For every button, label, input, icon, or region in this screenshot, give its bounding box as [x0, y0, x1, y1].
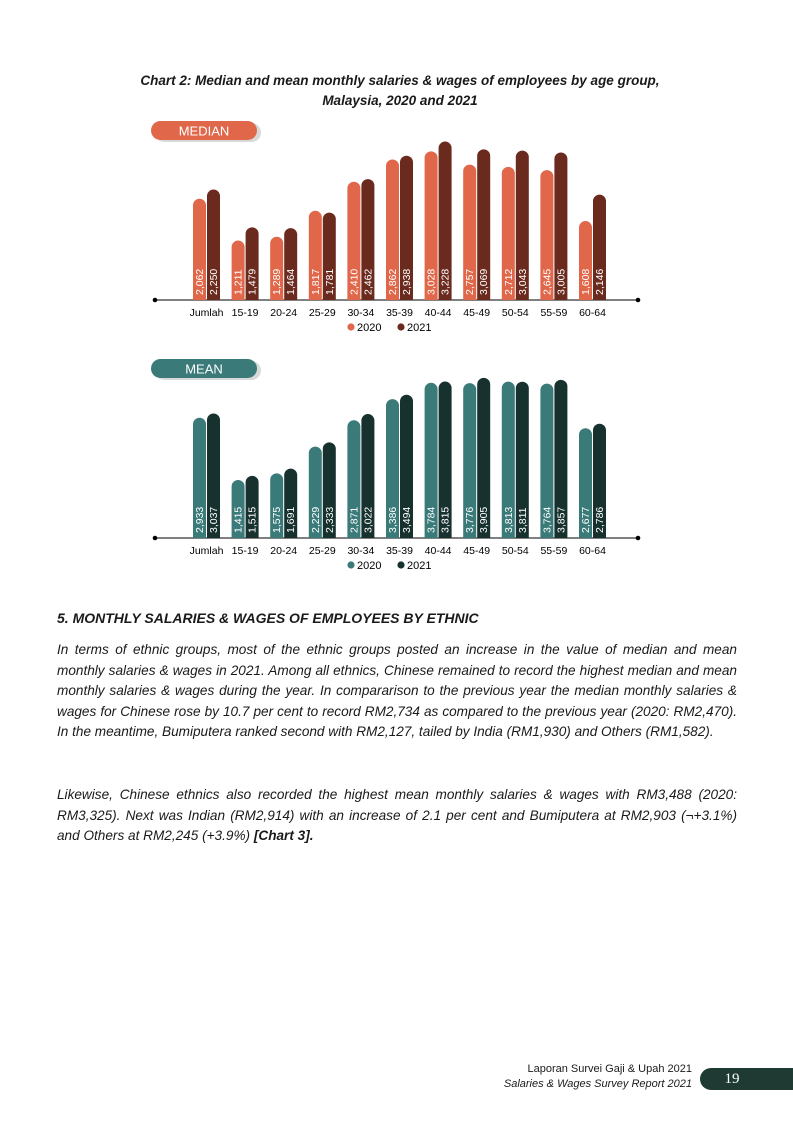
category-label-35-39: 35-39	[386, 545, 413, 557]
value-label-60-64-2021: 2,146	[594, 268, 606, 295]
category-label-50-54: 50-54	[501, 545, 529, 557]
legend-label-2021: 2021	[407, 560, 432, 572]
value-label-15-19-2021: 1,479	[246, 268, 259, 295]
value-label-20-24-2020: 1,575	[271, 506, 284, 533]
median-chart	[0, 120, 793, 345]
value-label-20-24-2021: 1,691	[285, 506, 298, 533]
chart-title-line1: Chart 2: Median and mean monthly salaries & wages of employees by age group,	[140, 73, 660, 88]
category-label-25-29: 25-29	[308, 307, 336, 319]
value-label-15-19-2021: 1,515	[246, 506, 259, 533]
value-label-25-29-2020: 2,229	[309, 506, 322, 533]
value-label-15-19-2020: 1,415	[232, 506, 245, 533]
chart-3-reference: [Chart 3].	[253, 828, 314, 844]
value-label-20-24-2020: 1,289	[271, 268, 284, 295]
value-label-45-49-2021: 3,069	[478, 268, 491, 295]
value-label-60-64-2021: 2,786	[594, 506, 606, 533]
category-label-60-64: 60-64	[579, 545, 606, 557]
value-label-35-39-2021: 3,494	[401, 506, 413, 533]
category-label-15-19: 15-19	[231, 307, 259, 319]
value-label-55-59-2020: 3,764	[541, 506, 554, 533]
chart-label: MEDIAN	[178, 123, 230, 139]
legend-label-2021: 2021	[407, 322, 432, 334]
value-label-35-39-2020: 3,386	[387, 506, 399, 533]
legend-label-2020: 2020	[357, 322, 382, 334]
category-label-35-39: 35-39	[386, 307, 413, 319]
value-label-60-64-2020: 1,608	[580, 268, 592, 295]
value-label-Jumlah-2020: 2,062	[194, 268, 206, 295]
value-label-55-59-2021: 3,857	[555, 506, 568, 533]
legend-marker-2020	[347, 323, 354, 330]
value-label-55-59-2020: 2,645	[541, 268, 554, 295]
chart-title	[100, 71, 700, 111]
legend-label-2020: 2020	[357, 560, 382, 572]
value-label-45-49-2021: 3,905	[478, 506, 491, 533]
category-label-20-24: 20-24	[270, 307, 298, 319]
footer-title-english: Salaries & Wages Survey Report 2021	[503, 1078, 692, 1090]
value-label-45-49-2020: 3,776	[464, 506, 477, 533]
value-label-50-54-2020: 3,813	[502, 506, 515, 533]
value-label-50-54-2020: 2,712	[502, 268, 515, 295]
value-label-35-39-2020: 2,862	[387, 268, 399, 295]
legend-marker-2021	[397, 323, 404, 330]
legend-marker-2021	[397, 561, 404, 568]
footer-title-malay: Laporan Survei Gaji & Upah 2021	[527, 1063, 692, 1075]
value-label-20-24-2021: 1,464	[285, 268, 298, 295]
value-label-40-44-2020: 3,784	[425, 506, 438, 533]
value-label-Jumlah-2020: 2,933	[194, 506, 206, 533]
category-label-50-54: 50-54	[501, 307, 529, 319]
value-label-40-44-2021: 3,815	[439, 506, 452, 533]
value-label-50-54-2021: 3,811	[516, 507, 529, 533]
category-label-40-44: 40-44	[424, 545, 452, 557]
value-label-25-29-2021: 1,781	[323, 268, 336, 295]
paragraph-2	[57, 785, 737, 847]
value-label-45-49-2020: 2,757	[464, 268, 477, 295]
paragraph-1: In terms of ethnic groups, most of the ethnic groups posted an increase in the value of median and mean monthly salaries & wages in 2021. Among all ethnics, Chinese remained to record the highest median and mean monthly salaries & wages during the year. In compararison to the previous year the median monthly salaries & wages for Chinese rose by 10.7 per cent to record RM2,734 as compared to the previous year (2020: RM2,470). In the meantime, Bumiputera ranked second with RM2,127, tailed by India (RM1,930) and Others (RM1,582).	[57, 642, 737, 740]
category-label-15-19: 15-19	[231, 545, 259, 557]
value-label-30-34-2021: 2,462	[362, 268, 375, 295]
value-label-15-19-2020: 1,211	[232, 269, 245, 295]
value-label-Jumlah-2021: 2,250	[208, 268, 220, 295]
value-label-30-34-2020: 2,410	[348, 268, 361, 295]
value-label-60-64-2020: 2,677	[580, 506, 592, 533]
category-label-Jumlah: Jumlah	[189, 307, 224, 319]
value-label-Jumlah-2021: 3,037	[208, 506, 220, 533]
value-label-55-59-2021: 3,005	[555, 268, 568, 295]
value-label-25-29-2021: 2,333	[323, 506, 336, 533]
axis-end-dot-left	[153, 536, 158, 541]
category-label-25-29: 25-29	[308, 545, 336, 557]
axis-end-dot-right	[636, 298, 641, 303]
category-label-30-34: 30-34	[347, 307, 375, 319]
chart-label: MEAN	[185, 361, 223, 377]
category-label-45-49: 45-49	[463, 545, 491, 557]
value-label-35-39-2021: 2,938	[401, 268, 413, 295]
page-number: 19	[724, 1071, 740, 1087]
category-label-55-59: 55-59	[540, 545, 568, 557]
value-label-30-34-2021: 3,022	[362, 506, 375, 533]
legend-marker-2020	[347, 561, 354, 568]
chart-title-line2: Malaysia, 2020 and 2021	[322, 93, 478, 108]
category-label-40-44: 40-44	[424, 307, 452, 319]
mean-chart	[0, 358, 793, 583]
category-label-45-49: 45-49	[463, 307, 491, 319]
value-label-40-44-2021: 3,228	[439, 268, 452, 295]
axis-end-dot-left	[153, 298, 158, 303]
category-label-55-59: 55-59	[540, 307, 568, 319]
value-label-30-34-2020: 2,871	[348, 506, 361, 533]
paragraph-2-text: Likewise, Chinese ethnics also recorded the highest mean monthly salaries & wages with RM3,488 (2020: RM3,325). Next was Indian (RM2,914) with an increase of 2.1 per cent and Bumiputera at RM2,903 (¬+3.1%) and Others at RM2,245 (+3.9%)	[57, 787, 737, 844]
category-label-30-34: 30-34	[347, 545, 375, 557]
value-label-25-29-2020: 1,817	[309, 268, 322, 295]
category-label-60-64: 60-64	[579, 307, 606, 319]
value-label-40-44-2020: 3,028	[425, 268, 438, 295]
value-label-50-54-2021: 3,043	[516, 268, 529, 295]
category-label-20-24: 20-24	[270, 545, 298, 557]
section-heading: 5. MONTHLY SALARIES & WAGES OF EMPLOYEES BY ETHNIC	[57, 610, 479, 626]
category-label-Jumlah: Jumlah	[189, 545, 224, 557]
axis-end-dot-right	[636, 536, 641, 541]
